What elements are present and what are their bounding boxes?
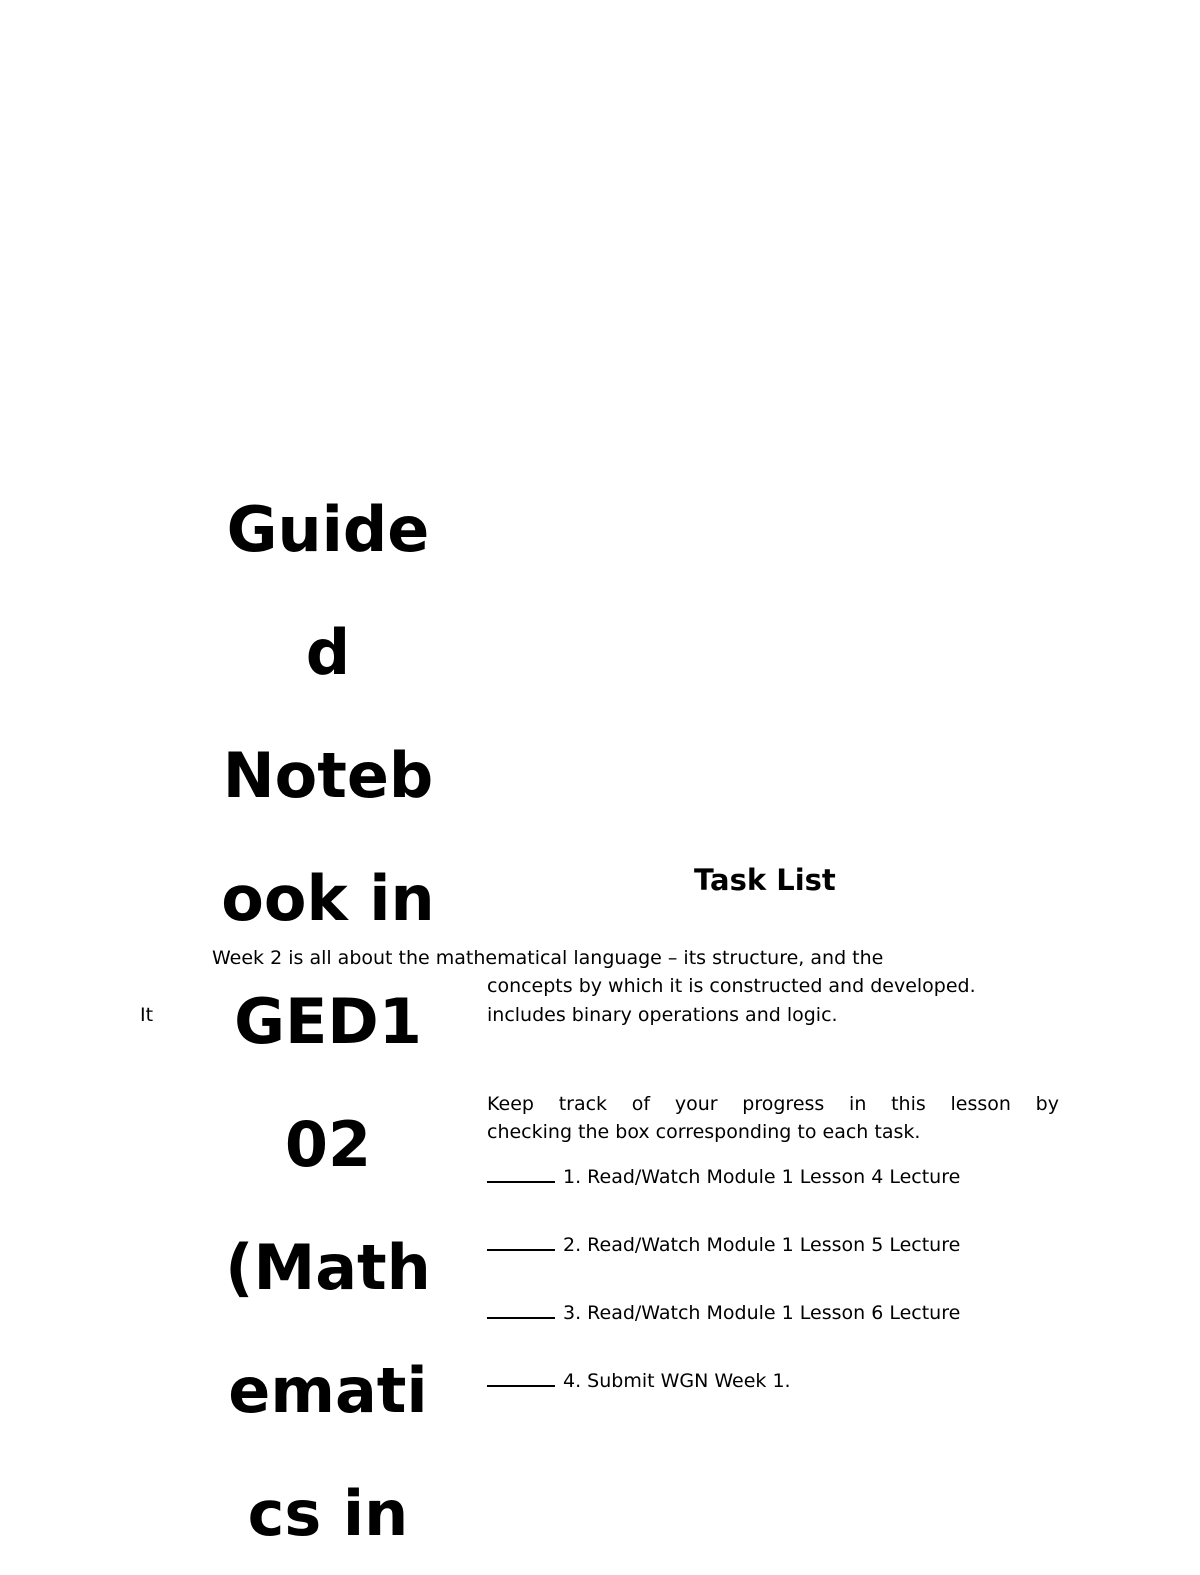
task-checkbox-blank[interactable] xyxy=(487,1229,555,1251)
intro-text-fragment: It xyxy=(140,1004,154,1026)
task-checkbox-blank[interactable] xyxy=(487,1365,555,1387)
task-item xyxy=(487,1297,960,1365)
task-label: 1. Read/Watch Module 1 Lesson 4 Lecture xyxy=(563,1166,961,1188)
title-line: GED1 xyxy=(234,985,422,1058)
task-label: 3. Read/Watch Module 1 Lesson 6 Lecture xyxy=(563,1302,961,1324)
intro-text-line: includes binary operations and logic. xyxy=(487,1004,838,1026)
intro-text-line: concepts by which it is constructed and developed. xyxy=(487,975,976,997)
task-item xyxy=(487,1161,960,1229)
title-line: Guide xyxy=(226,493,430,566)
task-item xyxy=(487,1229,960,1297)
title-line: (Math xyxy=(225,1231,431,1304)
title-line: ook in xyxy=(221,862,435,935)
progress-instructions xyxy=(487,1090,1059,1146)
progress-text-line: Keep track of your progress in this lesson by xyxy=(487,1093,1059,1115)
intro-text-line: Week 2 is all about the mathematical language – its structure, and the xyxy=(212,947,884,969)
task-label: 4. Submit WGN Week 1. xyxy=(563,1370,791,1392)
title-line: d xyxy=(305,616,351,689)
task-item xyxy=(487,1365,960,1433)
task-checkbox-blank[interactable] xyxy=(487,1161,555,1183)
task-checkbox-blank[interactable] xyxy=(487,1297,555,1319)
title-line: emati xyxy=(228,1354,428,1427)
title-line: cs in xyxy=(247,1477,409,1550)
task-list-heading: Task List xyxy=(694,863,836,897)
task-label: 2. Read/Watch Module 1 Lesson 5 Lecture xyxy=(563,1234,961,1256)
title-line: Noteb xyxy=(222,739,434,812)
title-line: 02 xyxy=(284,1108,372,1181)
progress-text-line: checking the box corresponding to each task. xyxy=(487,1121,921,1143)
task-list xyxy=(487,1161,960,1433)
document-title xyxy=(200,468,456,1575)
